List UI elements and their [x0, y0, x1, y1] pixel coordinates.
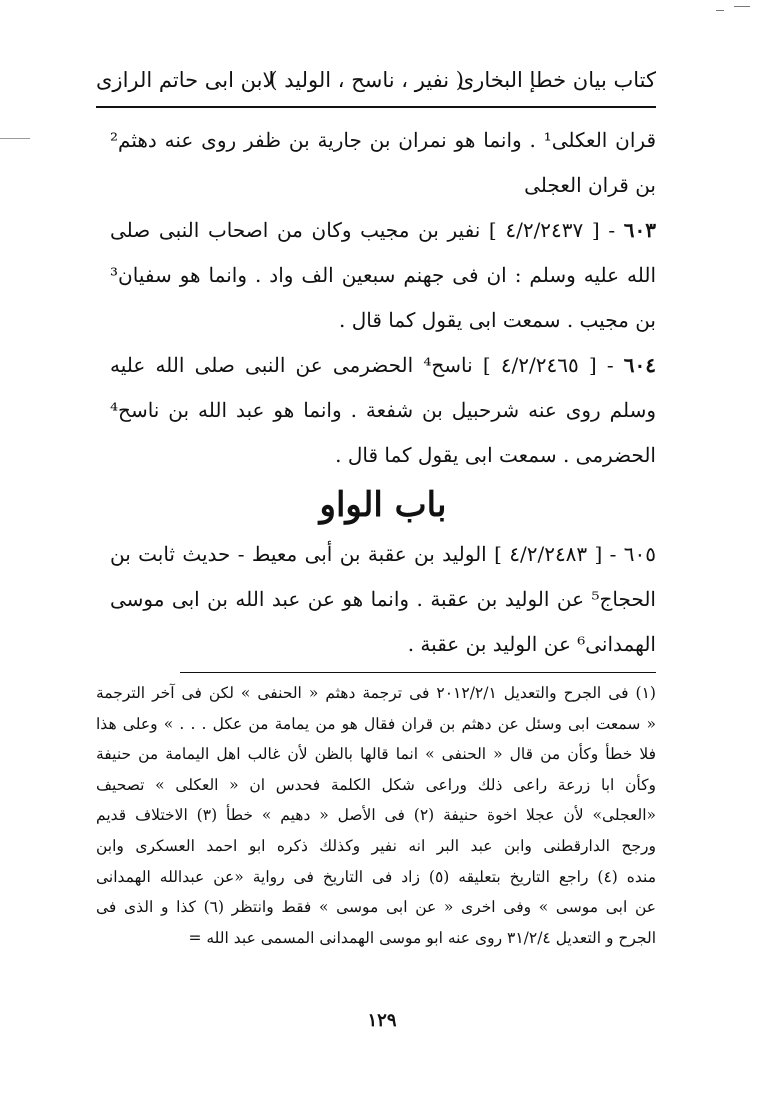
- continuation-paragraph: قران العكلى¹ . وانما هو نمران بن جارية بن ظفر روى عنه دهثم² بن قران العجلى: [110, 128, 656, 197]
- header-rule: [96, 106, 656, 108]
- footnote-line: وكأن ابا زرعة راعى ذلك وراعى شكل الكلمة فحدس ان « العكلى » تصحيف: [96, 775, 656, 794]
- footnote-line: عن ابى موسى » وفى اخرى « عن ابى موسى » فقط وانتظر (٦) كذا و الذى فى: [96, 898, 657, 917]
- footnote-line: الجرح و التعديل ٣١/٢/٤ روى عنه ابو موسى الهمدانى المسمى عبد الله =: [188, 928, 656, 947]
- entry-605: [110, 532, 656, 667]
- footnote-line: (١) فى الجرح والتعديل ٢٠١٢/٢/١ فى ترجمة دهثم « الحنفى » لكن فى آخر الترجمة: [96, 684, 656, 702]
- entry-603: [110, 208, 656, 343]
- header-author: لابن ابى حاتم الرازى: [96, 68, 275, 92]
- running-header: [96, 58, 656, 102]
- entry-text: - [ ٤/٢/٢٤٣٧ ] نفير بن مجيب وكان من اصحاب النبى صلى الله عليه وسلم : ان فى جهنم سبعين الف واد . وانما هو سفيان³ بن مجيب . سمعت ابى يقول كما قال .: [110, 218, 656, 332]
- entry-text: - [ ٤/٢/٢٤٦٥ ] ناسح⁴ الحضرمى عن النبى صلى الله عليه وسلم روى عنه شرحبيل بن شفعة . وانما هو عبد الله بن ناسح⁴ الحضرمى . سمعت ابى يقول كما قال .: [110, 353, 656, 467]
- entry-number: ٦٠٣: [623, 218, 656, 242]
- footnote-line: منده (٤) راجع التاريخ بتعليقه (٥) زاد فى التاريخ فى رواية «عن عبدالله الهمدانى: [96, 867, 656, 886]
- entry-number: ٦٠٥: [623, 542, 656, 566]
- main-text-bottom: [110, 532, 656, 667]
- page-number: ١٢٩: [367, 1010, 397, 1031]
- entry-text: - [ ٤/٢/٢٤٨٣ ] الوليد بن عقبة بن أبى معيط - حديث ثابت بن الحجاج⁵ عن الوليد بن عقبة . وانما هو عن عبد الله بن ابى موسى الهمدانى⁶ عن الوليد بن عقبة .: [110, 542, 656, 656]
- section-heading: باب الواو: [319, 485, 447, 525]
- header-entry-names: ( نفير ، ناسح ، الوليد ): [269, 68, 464, 92]
- scan-mark: [0, 138, 30, 139]
- footnote-rule: [180, 672, 656, 673]
- entry-604: [110, 343, 656, 478]
- entry-number: ٦٠٤: [623, 353, 656, 377]
- scan-mark: [716, 10, 724, 11]
- footnote-line: «العجلى» لأن عجلا اخوة حنيفة (٢) فى الأصل « دهيم » خطأ (٣) الاختلاف قديم: [96, 806, 656, 825]
- footnote-line: فلا خطأ وكأن من قال « الحنفى » انما قالها بالظن لأن غالب اهل اليمامة من حنيفة: [96, 745, 656, 764]
- scan-mark: [734, 6, 750, 7]
- header-book-title: كتاب بيان خطإ البخارى: [457, 68, 656, 92]
- main-text-top: [110, 118, 656, 478]
- footnote-line: « سمعت ابى وسئل عن دهثم بن قران فقال هو من يمامة من عكل . . . » وعلى هذا: [96, 714, 656, 733]
- footnote-line: ورجح الدارقطنى وابن عبد البر انه نفير وكذلك ذكره ابو احمد العسكرى وابن: [96, 836, 656, 855]
- footnotes: [96, 678, 656, 953]
